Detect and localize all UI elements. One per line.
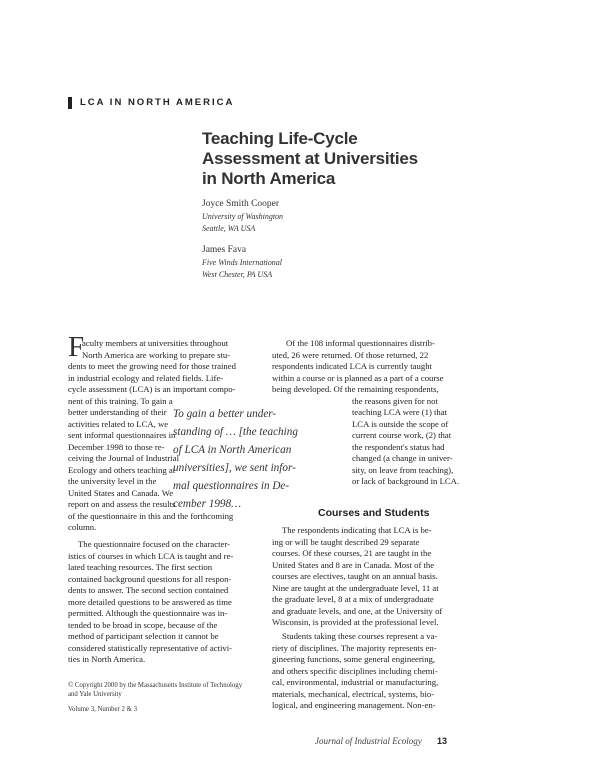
pull-quote-line: cember 1998…	[173, 498, 242, 510]
text-line: Ecology and others teaching at	[68, 464, 176, 475]
text-line: ceiving the Journal of Industrial	[68, 453, 179, 463]
text-line: the graduate level, 8 at a mix of undergraduate	[272, 594, 434, 604]
text-line: dents to meet the growing need for those trained	[68, 361, 236, 371]
text-line: cycle assessment (LCA) is an important compo-	[68, 384, 236, 394]
title-line: in North America	[202, 169, 336, 188]
text-line: within a course or is planned as a part of a course	[272, 372, 444, 383]
text-line: and graduate levels, and one, at the University of	[272, 605, 443, 616]
col1-paragraph-2	[68, 539, 233, 666]
text-line: of the questionnaire in this and the forthcoming	[68, 510, 234, 521]
copyright-line: and Yale University	[68, 691, 122, 698]
text-line: December 1998 to those re-	[68, 441, 165, 452]
volume-info: Volume 3, Number 2 & 3	[68, 706, 137, 713]
text-line: ing or will be taught described 29 separate	[272, 536, 420, 547]
text-line: United States and Canada. We	[68, 487, 174, 498]
text-line: aculty members at universities throughout	[82, 338, 229, 348]
author-affiliation: Five Winds International	[202, 258, 282, 267]
author-block-1	[202, 198, 283, 235]
text-line: LCA is outside the scope of	[352, 418, 449, 429]
text-line: logical, and engineering management. Non-en-	[272, 700, 436, 710]
copyright-line: © Copyright 2000 by the Massachusetts Institute of Technology	[68, 682, 243, 689]
text-line: istics of courses in which LCA is taught and re-	[68, 550, 234, 561]
text-line: tended to be broad in scope, because of the	[68, 619, 218, 630]
drop-cap: F	[68, 331, 85, 363]
article-title	[202, 129, 462, 189]
text-line: report on and assess the results	[68, 499, 176, 509]
text-line: Wisconsin, is provided at the professional level.	[272, 617, 439, 627]
author-affiliation: University of Washington	[202, 212, 284, 221]
text-line: North America are working to prepare stu-	[82, 349, 231, 360]
text-line: more detailed questions to be answered as time	[68, 596, 232, 607]
pull-quote-line: universities], we sent infor-	[173, 462, 296, 474]
title-line: Assessment at Universities	[202, 149, 418, 168]
text-line: uted, 26 were returned. Of those returned, 22	[272, 349, 429, 360]
text-line: the reasons given for not	[352, 395, 438, 406]
text-line: lated teaching resources. The first section	[68, 562, 213, 572]
text-line: column.	[68, 522, 97, 532]
text-line: contained background questions for all respon-	[68, 573, 232, 584]
pull-quote-line: To gain a better under-	[173, 408, 277, 420]
text-line: gineering functions, some general engineering,	[272, 654, 436, 664]
text-line: Of the 108 informal questionnaires distrib-	[286, 338, 435, 348]
page-number: 13	[437, 736, 448, 746]
text-line: cal, environmental, industrial or manufacturing,	[272, 677, 439, 687]
text-line: teaching LCA were (1) that	[352, 407, 448, 417]
text-line: better understanding of their	[68, 407, 167, 417]
text-line: method of participant selection it cannot be	[68, 631, 219, 641]
text-line: dents to answer. The second section contained	[68, 585, 229, 595]
text-line: nent of this training. To gain a	[68, 395, 173, 406]
author-name: James Fava	[202, 245, 247, 255]
text-line: sent informal questionnaires in	[68, 430, 176, 440]
text-line: Students taking these courses represent a va-	[282, 631, 438, 641]
col2-paragraph-3	[272, 631, 438, 712]
author-name: Joyce Smith Cooper	[202, 199, 280, 209]
copyright-notice	[68, 681, 242, 714]
text-line: respondents indicated LCA is currently taught	[272, 361, 432, 371]
col2-paragraph-1	[272, 338, 459, 488]
text-line: the respondent's status had	[352, 441, 445, 452]
section-heading: Courses and Students	[318, 507, 430, 519]
text-line: or lack of background in LCA.	[352, 476, 460, 486]
text-line: materials, mechanical, electrical, systems, bio-	[272, 688, 435, 699]
pull-quote-line: standing of … [the teaching	[173, 426, 298, 438]
footer-journal-name: Journal of Industrial Ecology	[315, 736, 422, 746]
text-line: being developed. Of the remaining respondents,	[272, 384, 439, 394]
text-line: sity, on leave from teaching),	[352, 464, 454, 475]
text-line: activities related to LCA, we	[68, 418, 169, 429]
text-line: United States and 8 are in Canada. Most of the	[272, 559, 435, 570]
text-line: Nine are taught at the undergraduate level, 11 at	[272, 582, 439, 593]
section-label: LCA IN NORTH AMERICA	[80, 97, 235, 108]
text-line: the university level in the	[68, 476, 157, 486]
text-line: ties in North America.	[68, 654, 146, 664]
text-line: permitted. Although the questionnaire was in-	[68, 608, 228, 618]
title-line: Teaching Life-Cycle	[202, 129, 358, 148]
pull-quote-line: of LCA in North American	[173, 444, 292, 456]
text-line: and others specific disciplines including chemi-	[272, 665, 438, 676]
author-location: Seattle, WA USA	[202, 224, 256, 233]
author-block-2	[202, 244, 282, 281]
text-line: considered statistically representative of activi-	[68, 642, 233, 653]
text-line: in industrial ecology and related fields. Life-	[68, 372, 224, 383]
text-line: courses are electives, taught on an annual basis.	[272, 571, 438, 581]
text-line: current course work, (2) that	[352, 430, 452, 440]
text-line: The questionnaire focused on the character-	[78, 539, 231, 549]
pull-quote-line: mal questionnaires in De-	[173, 480, 290, 492]
col2-paragraph-2	[272, 525, 442, 629]
text-line: changed (a change in univer-	[352, 453, 453, 463]
text-line: riety of disciplines. The majority represents en-	[272, 642, 437, 653]
text-line: The respondents indicating that LCA is be-	[282, 525, 432, 535]
section-marker-bar	[68, 97, 72, 109]
author-location: West Chester, PA USA	[202, 270, 273, 279]
text-line: courses. Of these courses, 21 are taught in the	[272, 548, 432, 558]
